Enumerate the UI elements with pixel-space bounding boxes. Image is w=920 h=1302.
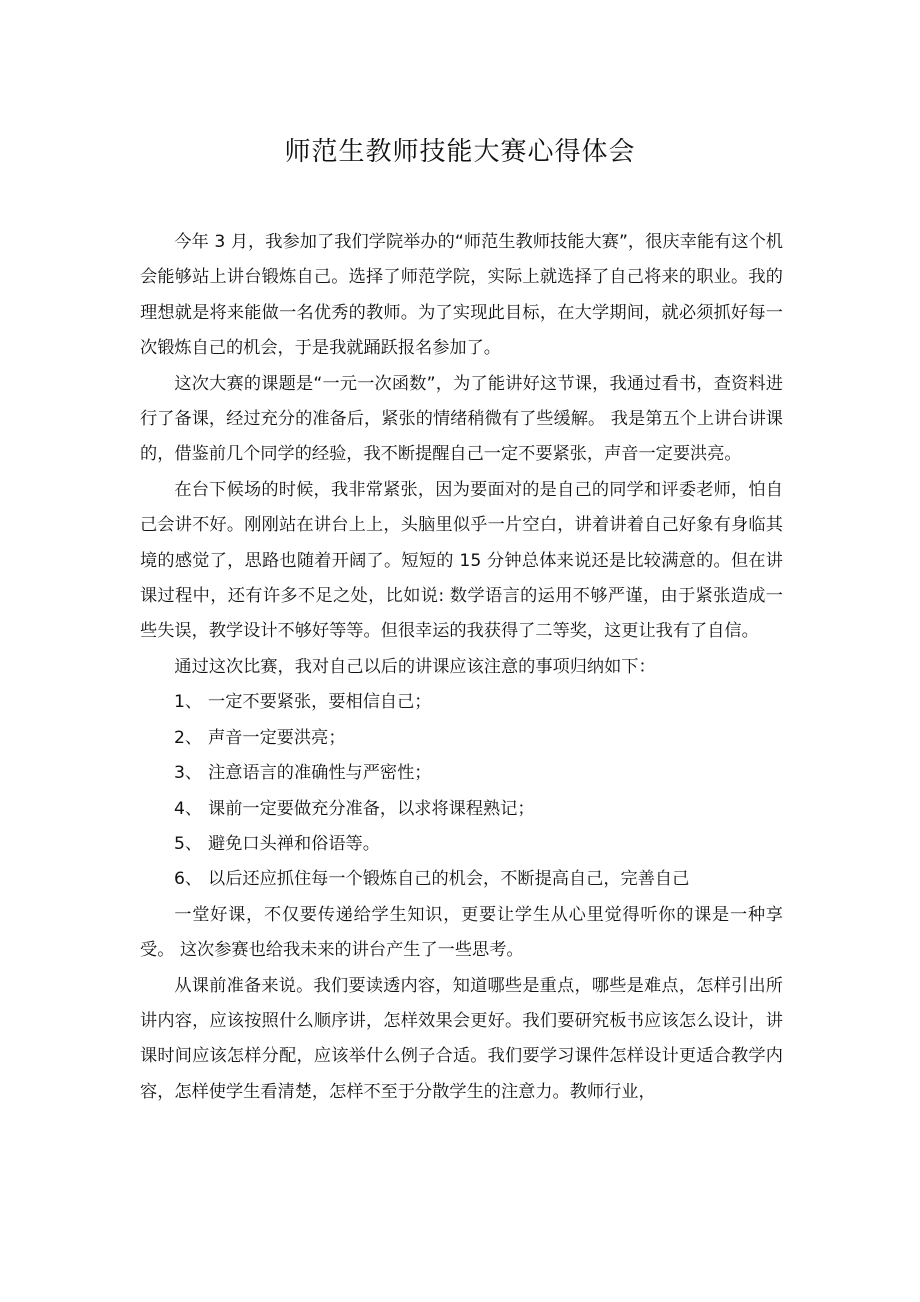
- list-item-6: [140, 862, 783, 897]
- list-item-3: [140, 756, 783, 791]
- list-item-2: [140, 721, 783, 756]
- paragraph-intro-3: 在台下候场的时候，我非常紧张，因为要面对的是自己的同学和评委老师，怕自己会讲不好。刚刚站在讲台上上，头脑里似乎一片空白，讲着讲着自己好象有身临其境的感觉了，思路也随着开阔了。短短的 15 分钟总体来说还是比较满意的。但在讲课过程中，还有许多不足之处，比如说: 数学语言的运用不够严谨，由于紧张造成一些失误，教学设计不够好等等。但很幸运的我获得了二等奖，这更让我有了自信。: [140, 479, 783, 642]
- paragraph-intro-4: 通过这次比赛，我对自己以后的讲课应该注意的事项归纳如下：: [174, 656, 656, 677]
- list-number: 6、: [174, 869, 203, 890]
- list-number: 4、: [174, 798, 203, 819]
- list-text: 课前一定要做充分准备，以求将课程熟记；: [208, 798, 535, 819]
- document-body: [140, 225, 783, 1110]
- paragraph-intro-1: 今年 3 月，我参加了我们学院举办的“师范生教师技能大赛”，很庆幸能有这个机会能够站上讲台锻炼自己。选择了师范学院，实际上就选择了自己将来的职业。我的理想就是将来能做一名优秀的教师。为了实现此目标，在大学期间，就必须抓好每一次锻炼自己的机会，于是我就踊跃报名参加了。: [140, 232, 783, 359]
- list-number: 2、: [174, 727, 203, 748]
- list-number: 1、: [174, 692, 203, 713]
- list-text: 注意语言的准确性与严密性；: [208, 763, 432, 784]
- list-item-1: [140, 685, 783, 720]
- list-number: 3、: [174, 763, 203, 784]
- list-item-5: [140, 827, 783, 862]
- paragraph-intro-2: 这次大赛的课题是“一元一次函数”，为了能讲好这节课，我通过看书，查资料进行了备课，经过充分的准备后，紧张的情绪稍微有了些缓解。 我是第五个上讲台讲课的，借鉴前几个同学的经验，我不断提醒自己一定不要紧张，声音一定要洪亮。: [140, 373, 783, 465]
- list-item-4: [140, 792, 783, 827]
- list-text: 以后还应抓住每一个锻炼自己的机会，不断提高自己，完善自己: [208, 869, 690, 890]
- list-text: 声音一定要洪亮；: [208, 727, 346, 748]
- paragraph-after-2: 从课前准备来说。我们要读透内容，知道哪些是重点，哪些是难点，怎样引出所讲内容，应该按照什么顺序讲，怎样效果会更好。我们要研究板书应该怎么设计，讲课时间应该怎样分配，应该举什么例子合适。我们要学习课件怎样设计更适合教学内容，怎样使学生看清楚，怎样不至于分散学生的注意力。教师行业，: [140, 975, 783, 1102]
- paragraph-after-1: 一堂好课，不仅要传递给学生知识，更要让学生从心里觉得听你的课是一种享受。 这次参赛也给我未来的讲台产生了一些思考。: [140, 904, 783, 961]
- list-text: 避免口头禅和俗语等。: [208, 833, 380, 854]
- list-text: 一定不要紧张，要相信自己；: [208, 692, 432, 713]
- list-number: 5、: [174, 833, 203, 854]
- document-title: 师范生教师技能大赛心得体会: [284, 137, 636, 168]
